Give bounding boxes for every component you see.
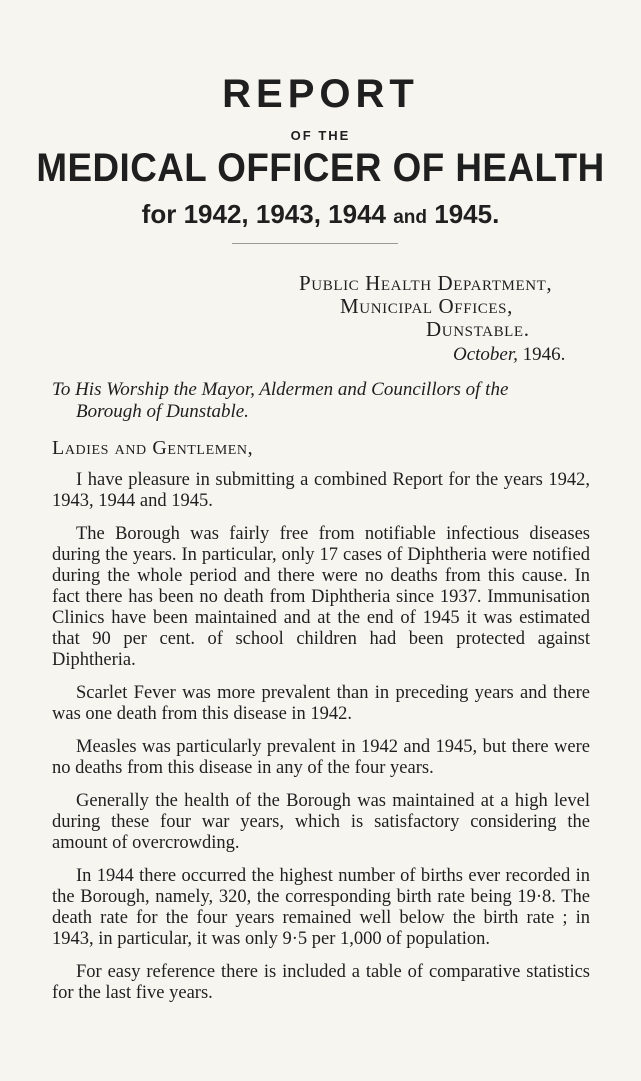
body-paragraph: Scarlet Fever was more prevalent than in preceding years and there was one death from this disease in 1942.: [52, 683, 590, 724]
body-paragraph: For easy reference there is included a table of comparative statistics for the last five years.: [52, 962, 590, 1003]
addressee-line-2: Borough of Dunstable.: [76, 401, 249, 422]
report-subtitle-of-the: OF THE: [290, 128, 351, 143]
report-title: REPORT: [222, 72, 419, 116]
body-paragraph: Generally the health of the Borough was maintained at a high level during these four war years, which is satisfactory considering the amount of overcrowding.: [52, 791, 590, 853]
addressee-line-1: To His Worship the Mayor, Aldermen and Councillors of the: [52, 379, 509, 400]
report-years-last: 1945.: [434, 199, 500, 229]
report-years: [0, 199, 641, 230]
body-paragraph: In 1944 there occurred the highest number of births ever recorded in the Borough, namely, 320, the corresponding birth rate being 19·8. The death rate for the four years remained well below the birth rate ; in 1943, in particular, it was only 9·5 per 1,000 of population.: [52, 866, 590, 949]
address-line-town: Dunstable.: [426, 317, 530, 341]
salutation: Ladies and Gentlemen,: [52, 437, 254, 459]
report-years-and: and: [393, 207, 428, 228]
letter-body: [52, 470, 590, 1016]
addressee: [52, 379, 592, 423]
title-divider-rule: [232, 243, 398, 244]
report-office-title: MEDICAL OFFICER OF HEALTH: [36, 146, 605, 190]
report-years-for: for: [141, 199, 177, 229]
address-line-offices: Municipal Offices,: [340, 294, 513, 318]
letter-date: [453, 344, 565, 366]
address-line-department: Public Health Department,: [299, 271, 553, 295]
body-paragraph: Measles was particularly prevalent in 1942 and 1945, but there were no deaths from this disease in any of the four years.: [52, 737, 590, 778]
body-paragraph: The Borough was fairly free from notifiable infectious diseases during the years. In particular, only 17 cases of Diphtheria were notified during the whole period and there were no deaths from this cause. In fact there has been no death from Diphtheria since 1937. Immunisation Clinics have been maintained and at the end of 1945 it was estimated that 90 per cent. of school children had been protected against Diphtheria.: [52, 524, 590, 670]
letter-date-year: 1946.: [522, 344, 566, 365]
body-paragraph: I have pleasure in submitting a combined Report for the years 1942, 1943, 1944 and 1945.: [52, 470, 590, 511]
report-years-list: 1942, 1943, 1944: [183, 199, 386, 229]
letter-date-month: October,: [453, 344, 518, 365]
